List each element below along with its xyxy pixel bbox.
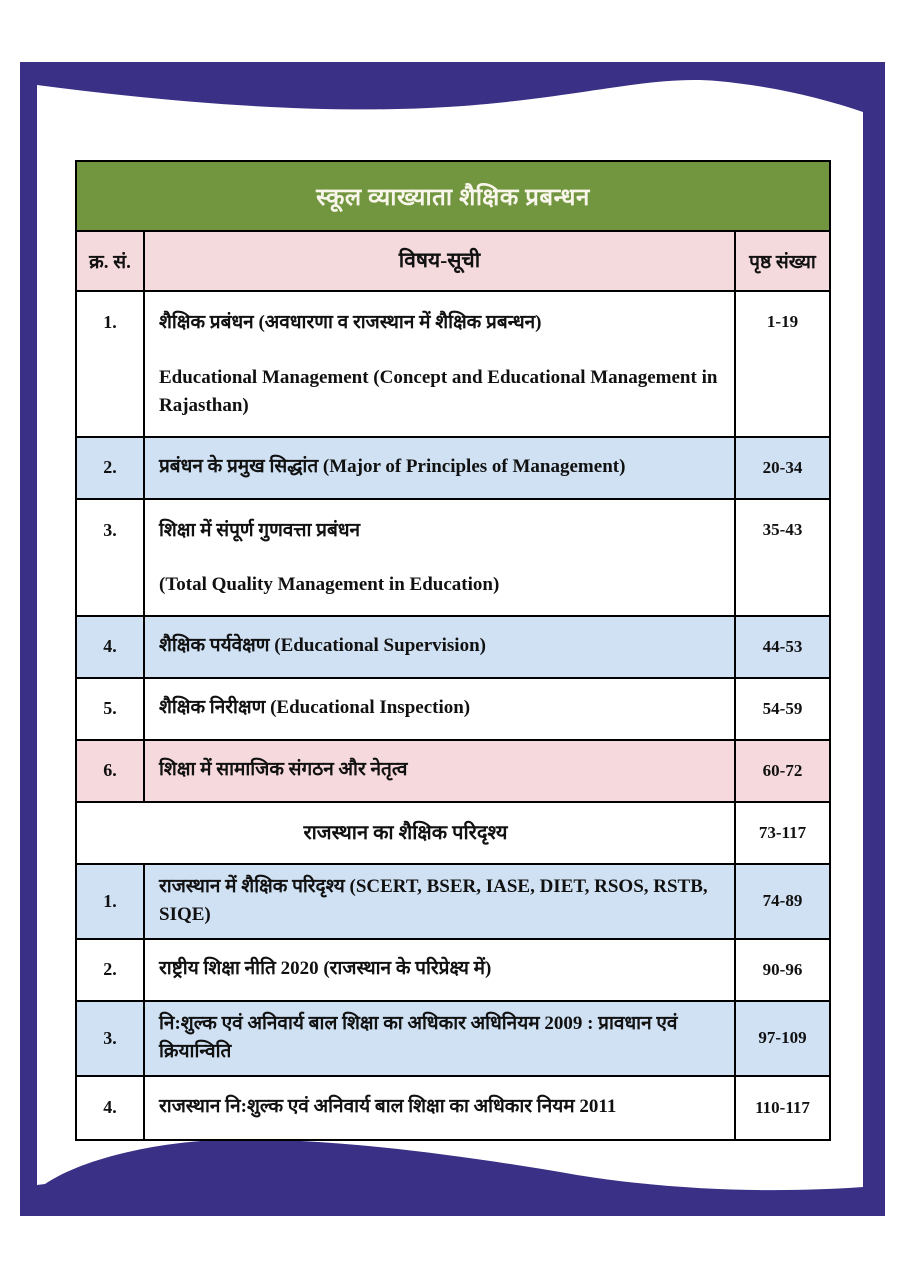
subject-line: Educational Management (Concept and Educational Management in Rajasthan): [159, 366, 718, 416]
pages-cell: 20-34: [762, 457, 803, 477]
subject-cell: [145, 500, 736, 615]
serial-cell: 1.: [77, 292, 145, 436]
table-row: [77, 679, 829, 741]
header-serial: क्र. सं.: [77, 232, 145, 290]
serial-cell: 5.: [77, 679, 145, 739]
pages-cell: 60-72: [762, 760, 803, 780]
subject-cell: [77, 803, 736, 863]
subject-line: शैक्षिक पर्यवेक्षण (Educational Supervision): [159, 635, 486, 657]
serial-cell: 4.: [77, 1077, 145, 1139]
subject-line: राष्ट्रीय शिक्षा नीति 2020 (राजस्थान के परिप्रेक्ष्य में): [159, 958, 492, 980]
table-row: [77, 292, 829, 438]
table-row: [77, 803, 829, 865]
subject-line: शैक्षिक प्रबंधन (अवधारणा व राजस्थान में शैक्षिक प्रबन्धन): [159, 312, 542, 333]
table-header-row: [77, 232, 829, 292]
subject-cell: [145, 1077, 736, 1139]
subject-cell: [145, 438, 736, 498]
book-title-bar: [75, 160, 831, 232]
pages-cell: 44-53: [762, 636, 803, 656]
table-row: [77, 865, 829, 940]
table-row: [77, 617, 829, 679]
pages-cell: 90-96: [762, 959, 803, 979]
serial-cell: 6.: [77, 741, 145, 801]
toc-content: [75, 160, 831, 1141]
header-pages: पृष्ठ संख्या: [749, 252, 816, 273]
subject-line: प्रबंधन के प्रमुख सिद्धांत (Major of Principles of Management): [159, 456, 626, 478]
serial-cell: 2.: [77, 940, 145, 1000]
serial-cell: 2.: [77, 438, 145, 498]
pages-cell: 97-109: [758, 1028, 807, 1047]
subject-line: शिक्षा में संपूर्ण गुणवत्ता प्रबंधन: [159, 519, 361, 541]
subject-cell: [145, 940, 736, 1000]
subject-line: (Total Quality Management in Education): [159, 574, 500, 595]
book-title: स्कूल व्याख्याता शैक्षिक प्रबन्धन: [316, 184, 590, 211]
serial-cell: 1.: [77, 865, 145, 938]
table-row: [77, 940, 829, 1002]
subject-line: नि:शुल्क एवं अनिवार्य बाल शिक्षा का अधिकार अधिनियम 2009 : प्रावधान एवं क्रियान्विति: [159, 1012, 678, 1062]
table-row: [77, 741, 829, 803]
toc-table-body: [77, 292, 829, 1139]
subject-cell: [145, 741, 736, 801]
subject-line: राजस्थान नि:शुल्क एवं अनिवार्य बाल शिक्षा का अधिकार नियम 2011: [159, 1096, 617, 1118]
table-row: [77, 438, 829, 500]
subject-cell: [145, 865, 736, 938]
subject-line: शिक्षा में सामाजिक संगठन और नेतृत्व: [159, 759, 408, 781]
serial-cell: 3.: [77, 1002, 145, 1075]
subject-line: राजस्थान का शैक्षिक परिदृश्य: [303, 821, 508, 844]
table-row: [77, 500, 829, 617]
pages-cell: 110-117: [755, 1097, 810, 1117]
table-row: [77, 1002, 829, 1077]
subject-cell: [145, 292, 736, 436]
table-row: [77, 1077, 829, 1139]
pages-cell: 73-117: [758, 822, 807, 842]
subject-cell: [145, 617, 736, 677]
pages-cell: 74-89: [762, 891, 803, 910]
pages-cell: 54-59: [762, 698, 803, 718]
pages-cell: 35-43: [762, 519, 803, 539]
header-subject: विषय-सूची: [145, 232, 736, 290]
pages-cell: 1-19: [766, 312, 799, 331]
subject-cell: [145, 679, 736, 739]
serial-cell: 3.: [77, 500, 145, 615]
subject-line: शैक्षिक निरीक्षण (Educational Inspection): [159, 697, 471, 719]
subject-cell: [145, 1002, 736, 1075]
subject-line: राजस्थान में शैक्षिक परिदृश्य (SCERT, BSER, IASE, DIET, RSOS, RSTB, SIQE): [159, 875, 708, 925]
toc-table: [75, 230, 831, 1141]
serial-cell: 4.: [77, 617, 145, 677]
